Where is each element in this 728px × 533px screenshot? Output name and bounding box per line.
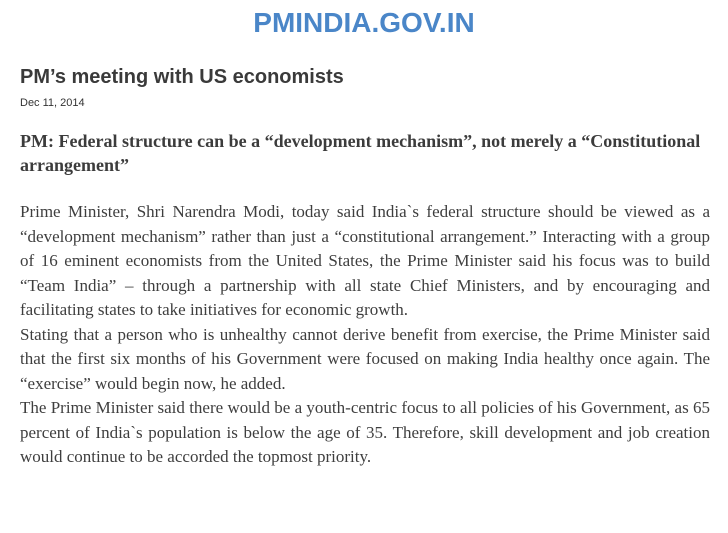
body-paragraph-2: Stating that a person who is unhealthy cannot derive benefit from exercise, the Prime Minister said that the first six months of his Government were focused on making India healthy once again. The “exercise” would begin now, he added. [20, 324, 710, 393]
article-date: Dec 11, 2014 [20, 97, 85, 109]
body-paragraph-1: Prime Minister, Shri Narendra Modi, today said India`s federal structure should be viewed as a “development mechanism” rather than just a “constitutional arrangement.” Interacting with a group of 16 eminent economists from the United States, the Prime Minister said his focus was to build “Team India” – through a partnership with all state Chief Ministers, and by encouraging and facilitating states to take initiatives for economic growth. [20, 202, 710, 319]
article-title: PM’s meeting with US economists [20, 66, 344, 88]
article-subheading: PM: Federal structure can be a “development mechanism”, not merely a “Constitutional arrangement” [20, 131, 701, 175]
body-paragraph-3: The Prime Minister said there would be a youth-centric focus to all policies of his Government, as 65 percent of India`s population is below the age of 35. Therefore, skill development and job creation would continue to be accorded the topmost priority. [20, 398, 710, 466]
site-title[interactable]: PMINDIA.GOV.IN [253, 7, 475, 38]
article-body [20, 200, 710, 470]
